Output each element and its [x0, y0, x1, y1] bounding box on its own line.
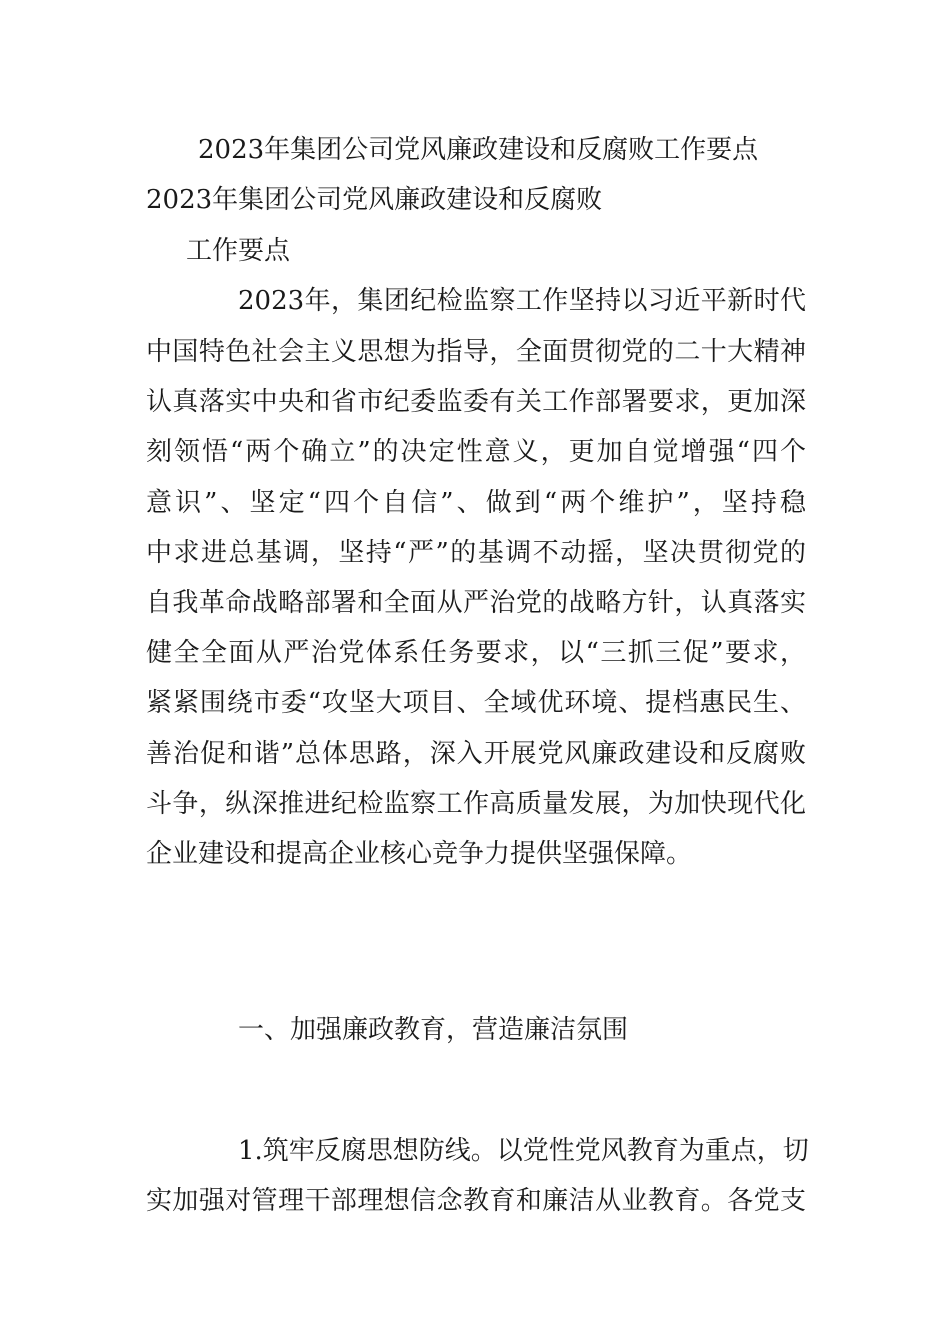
paragraph-line: 刻领悟“两个确立”的决定性意义，更加自觉增强“四个 [146, 437, 806, 467]
paragraph-line: 健全全面从严治党体系任务要求，以“三抓三促”要求， [146, 638, 806, 668]
paragraph-line: 1.筑牢反腐思想防线。以党性党风教育为重点，切 [238, 1136, 809, 1166]
paragraph-line: 斗争，纵深推进纪检监察工作高质量发展，为加快现代化 [146, 789, 806, 819]
document-subtitle-line-1: 2023年集团公司党风廉政建设和反腐败 [146, 185, 603, 215]
paragraph-line: 中国特色社会主义思想为指导，全面贯彻党的二十大精神 [146, 337, 806, 367]
section-heading: 一、加强廉政教育，营造廉洁氛围 [238, 1015, 629, 1045]
paragraph-line: 认真落实中央和省市纪委监委有关工作部署要求，更加深 [146, 387, 806, 417]
paragraph-line: 意识”、坚定“四个自信”、做到“两个维护”，坚持稳 [146, 488, 806, 518]
paragraph-line: 紧紧围绕市委“攻坚大项目、全域优环境、提档惠民生、 [146, 688, 806, 718]
paragraph-line: 中求进总基调，坚持“严”的基调不动摇，坚决贯彻党的 [146, 538, 806, 568]
document-subtitle-line-2: 工作要点 [186, 236, 291, 266]
document-title: 2023年集团公司党风廉政建设和反腐败工作要点 [198, 135, 759, 165]
paragraph-line: 企业建设和提高企业核心竞争力提供坚强保障。 [146, 839, 693, 869]
paragraph-line: 实加强对管理干部理想信念教育和廉洁从业教育。各党支 [146, 1186, 806, 1216]
paragraph-line: 自我革命战略部署和全面从严治党的战略方针，认真落实 [146, 588, 806, 618]
paragraph-line: 善治促和谐”总体思路，深入开展党风廉政建设和反腐败 [146, 739, 806, 769]
paragraph-line: 2023年，集团纪检监察工作坚持以习近平新时代 [238, 286, 806, 316]
